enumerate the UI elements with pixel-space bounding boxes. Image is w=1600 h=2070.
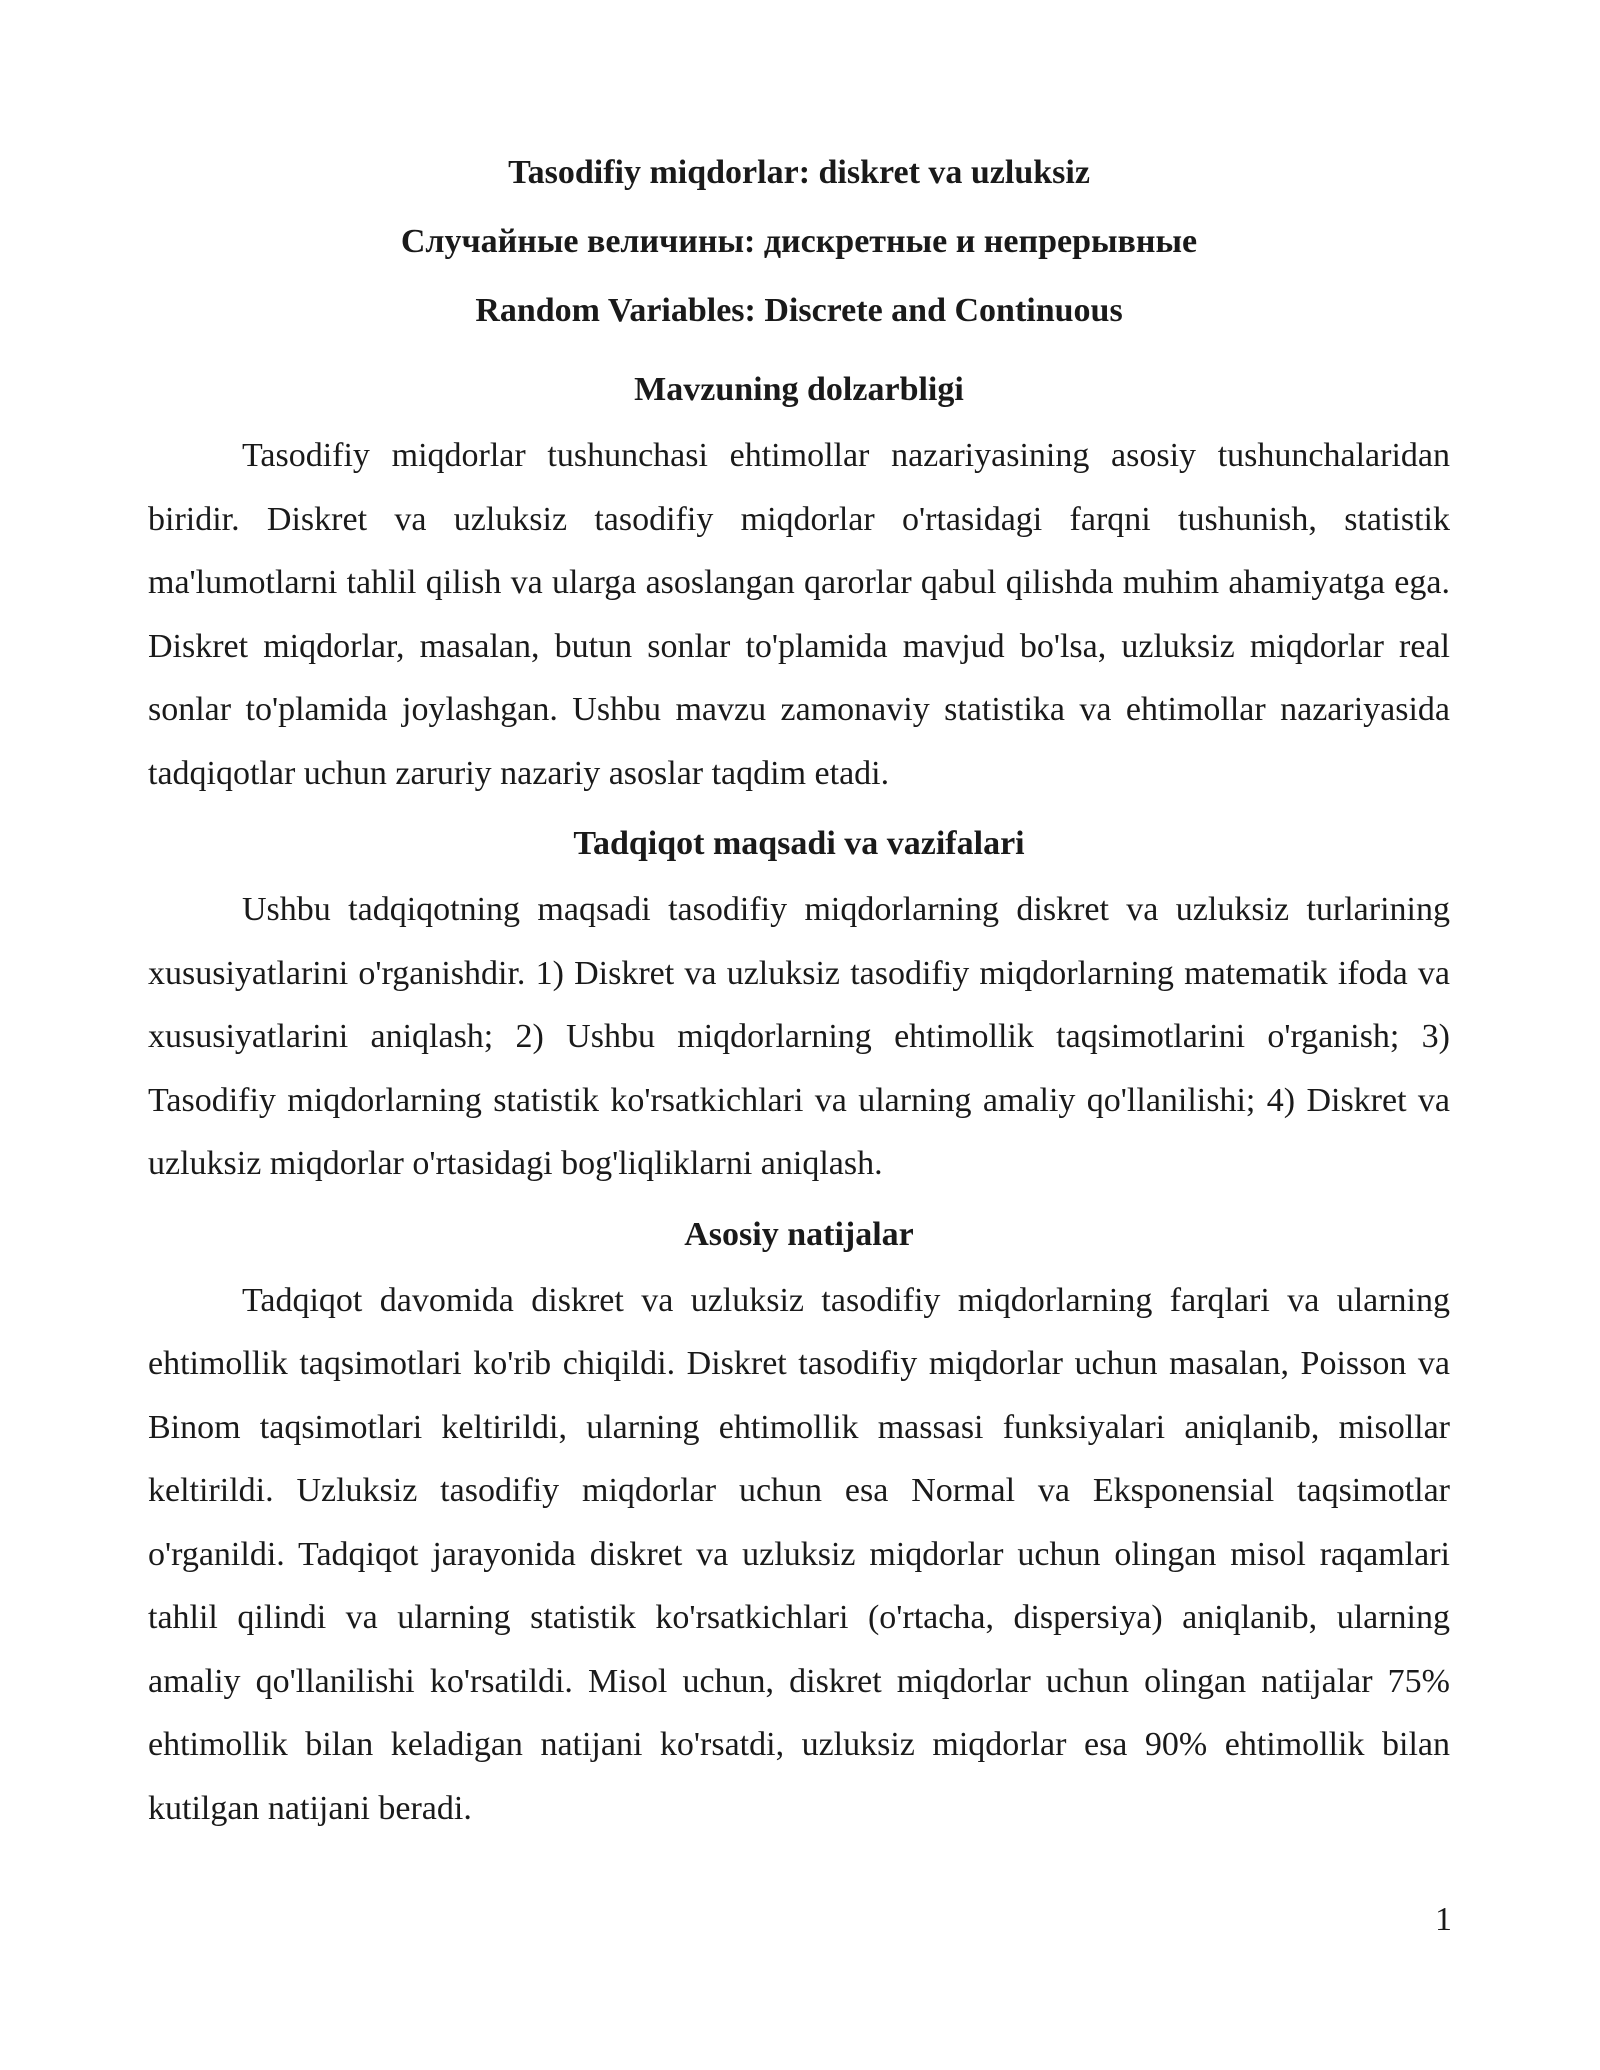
section-paragraph-relevance: Tasodifiy miqdorlar tushunchasi ehtimollar nazariyasining asosiy tushunchalaridan biridir. Diskret va uzluksiz tasodifiy miqdorlar o'rtasidagi farqni tushunish, statistik ma'lumotlarni tahlil qilish va ularga asoslangan qarorlar qabul qilishda muhim ahamiyatga ega. Diskret miqdorlar, masalan, butun sonlar to'plamida mavjud bo'lsa, uzluksiz miqdorlar real sonlar to'plamida joylashgan. Ushbu mavzu zamonaviy statistika va ehtimollar nazariyasida tadqiqotlar uchun zaruriy nazariy asoslar taqdim etadi.: [148, 437, 1450, 792]
title-russian: Случайные величины: дискретные и непрерывные: [400, 223, 1198, 260]
section-heading-results: Asosiy natijalar: [684, 1215, 914, 1253]
section-heading-goals: Tadqiqot maqsadi va vazifalari: [573, 825, 1025, 862]
section-heading-relevance: Mavzuning dolzarbligi: [634, 371, 964, 408]
page-number: 1: [1435, 1901, 1452, 1938]
section-paragraph-results: Tadqiqot davomida diskret va uzluksiz tasodifiy miqdorlarning farqlari va ularning ehtimollik taqsimotlari ko'rib chiqildi. Diskret tasodifiy miqdorlar uchun masalan, Poisson va Binom taqsimotlari keltirildi, ularning ehtimollik massasi funksiyalari aniqlanib, misollar keltirildi. Uzluksiz tasodifiy miqdorlar uchun esa Normal va Eksponensial taqsimotlar o'rganildi. Tadqiqot jarayonida diskret va uzluksiz miqdorlar uchun olingan misol raqamlari tahlil qilindi va ularning statistik ko'rsatkichlari (o'rtacha, dispersiya) aniqlanib, ularning amaliy qo'llanilishi ko'rsatildi. Misol uchun, diskret miqdorlar uchun olingan natijalar 75% ehtimollik bilan keladigan natijani ko'rsatdi, uzluksiz miqdorlar esa 90% ehtimollik bilan kutilgan natijani beradi.: [148, 1281, 1450, 1827]
title-uzbek: Tasodifiy miqdorlar: diskret va uzluksiz: [508, 154, 1090, 191]
section-paragraph-goals: Ushbu tadqiqotning maqsadi tasodifiy miqdorlarning diskret va uzluksiz turlarining xususiyatlarini o'rganishdir. 1) Diskret va uzluksiz tasodifiy miqdorlarning matematik ifoda va xususiyatlarini aniqlash; 2) Ushbu miqdorlarning ehtimollik taqsimotlarini o'rganish; 3) Tasodifiy miqdorlarning statistik ko'rsatkichlari va ularning amaliy qo'llanilishi; 4) Diskret va uzluksiz miqdorlar o'rtasidagi bog'liqliklarni aniqlash.: [148, 891, 1450, 1182]
title-english: Random Variables: Discrete and Continuous: [475, 292, 1123, 329]
document-page: [148, 138, 1450, 1840]
